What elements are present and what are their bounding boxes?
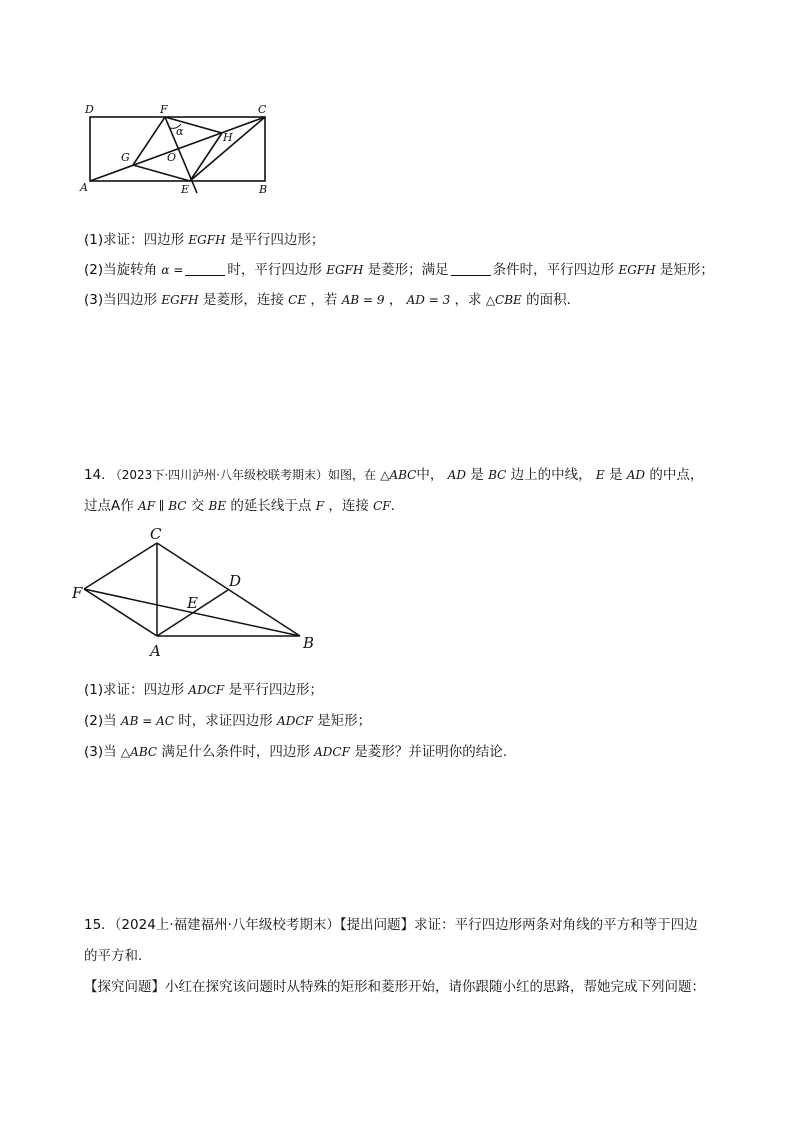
segment-cf bbox=[84, 543, 157, 589]
text: ，连接 bbox=[328, 498, 369, 514]
math-ab-eq-ac: AB = AC bbox=[120, 714, 174, 728]
q15-line2 bbox=[84, 946, 142, 966]
text: (3)当 bbox=[84, 744, 117, 760]
text: 的延长线于点 bbox=[230, 498, 312, 514]
text: 时，平行四边形 bbox=[227, 262, 322, 278]
q14-line1 bbox=[84, 465, 703, 485]
text: 是平行四边形； bbox=[229, 232, 325, 248]
math-be: BE bbox=[208, 499, 227, 513]
label-f: F bbox=[72, 584, 83, 602]
math-f: F bbox=[315, 499, 325, 513]
text: (1)求证：四边形 bbox=[84, 232, 185, 248]
math-adcf: ADCF bbox=[314, 745, 350, 759]
segment-hf bbox=[165, 117, 222, 133]
label-o: O bbox=[167, 151, 177, 164]
label-b: B bbox=[259, 183, 268, 196]
figure-rectangle-egfh bbox=[78, 98, 278, 198]
text: 边上的中线， bbox=[510, 467, 592, 483]
text: 是矩形； bbox=[659, 262, 714, 278]
math-egfh: EGFH bbox=[161, 293, 199, 307]
text: 的面积. bbox=[526, 292, 571, 308]
label-d: D bbox=[85, 103, 94, 116]
text: 中， bbox=[416, 467, 444, 483]
text: 是平行四边形； bbox=[228, 682, 324, 698]
q14-part1 bbox=[84, 680, 323, 700]
q13-part3 bbox=[84, 290, 571, 310]
math-adcf: ADCF bbox=[277, 714, 313, 728]
label-h: H bbox=[223, 131, 233, 144]
text: (1)求证：四边形 bbox=[84, 682, 185, 698]
math-triangle-abc: △ABC bbox=[380, 468, 417, 482]
math-egfh: EGFH bbox=[326, 263, 364, 277]
text: 是 bbox=[608, 467, 623, 483]
label-a: A bbox=[80, 181, 88, 194]
text: (3)当四边形 bbox=[84, 292, 158, 308]
answer-blank[interactable] bbox=[185, 261, 225, 276]
math-triangle-cbe: △CBE bbox=[485, 293, 522, 307]
q15-line1 bbox=[84, 915, 698, 935]
label-f: F bbox=[160, 103, 168, 116]
q14-part3 bbox=[84, 742, 507, 762]
q14-line2 bbox=[84, 496, 395, 516]
math-ad: AD bbox=[447, 468, 466, 482]
text: 是菱形？并证明你的结论. bbox=[354, 744, 508, 760]
q13-part2 bbox=[84, 260, 714, 280]
text: 是 bbox=[470, 467, 484, 483]
question-text: 15．（2024上·福建福州·八年级校考期末）【提出问题】求证：平行四边形两条对角线的平方和等于四边 bbox=[84, 917, 698, 933]
math-egfh: EGFH bbox=[618, 263, 656, 277]
label-e: E bbox=[187, 594, 198, 612]
question-text: 【探究问题】小红在探究该问题时从特殊的矩形和菱形开始，请你跟随小红的思路，帮她完成下列问题： bbox=[84, 979, 705, 995]
text: (2)当旋转角 bbox=[84, 262, 158, 278]
math-e: E bbox=[595, 468, 605, 482]
math-cf: CF bbox=[373, 499, 391, 513]
q15-line3 bbox=[84, 977, 705, 997]
math-ad: AD bbox=[626, 468, 646, 482]
math-egfh: EGFH bbox=[188, 233, 226, 247]
math-ce: CE bbox=[288, 293, 307, 307]
math-ad: AD = 3 bbox=[406, 293, 451, 307]
figure-triangle-adcf bbox=[70, 520, 330, 660]
math-ab: AB = 9 bbox=[341, 293, 385, 307]
text: 交 bbox=[190, 498, 205, 514]
math-adcf: ADCF bbox=[188, 683, 225, 697]
label-c: C bbox=[150, 525, 162, 543]
math-bc: BC bbox=[488, 468, 507, 482]
label-c: C bbox=[258, 103, 267, 116]
math-alpha: α = bbox=[161, 263, 184, 277]
text: 是菱形；满足 bbox=[367, 262, 449, 278]
question-source: （2023下·四川泸州·八年级校联考期末）如图，在 bbox=[109, 468, 376, 482]
text: ， bbox=[388, 292, 403, 308]
label-alpha: α bbox=[176, 125, 184, 138]
math-triangle-abc: △ABC bbox=[120, 745, 158, 759]
label-e: E bbox=[181, 183, 190, 196]
text: ，若 bbox=[310, 292, 338, 308]
text: 时，求证四边形 bbox=[178, 713, 273, 729]
q14-part2 bbox=[84, 711, 371, 731]
text: 条件时，平行四边形 bbox=[492, 262, 615, 278]
question-number: 14. bbox=[84, 467, 106, 483]
label-a: A bbox=[150, 642, 161, 660]
text: 过点A作 bbox=[84, 498, 134, 514]
text: ，求 bbox=[454, 292, 482, 308]
text: 的中点， bbox=[649, 467, 704, 483]
segment-fa bbox=[84, 589, 157, 636]
text: (2)当 bbox=[84, 713, 117, 729]
answer-blank[interactable] bbox=[451, 261, 491, 276]
text: . bbox=[390, 498, 395, 514]
math-af-parallel-bc: AF ∥ BC bbox=[138, 499, 187, 513]
label-g: G bbox=[121, 151, 130, 164]
q13-part1 bbox=[84, 230, 324, 250]
segment-fg bbox=[133, 117, 165, 165]
text: 是菱形，连接 bbox=[202, 292, 284, 308]
text: 是矩形； bbox=[317, 713, 372, 729]
question-text: 的平方和. bbox=[84, 948, 143, 964]
label-d: D bbox=[229, 572, 242, 590]
text: 满足什么条件时，四边形 bbox=[161, 744, 310, 760]
label-b: B bbox=[303, 634, 315, 652]
segment-ge bbox=[133, 165, 190, 181]
